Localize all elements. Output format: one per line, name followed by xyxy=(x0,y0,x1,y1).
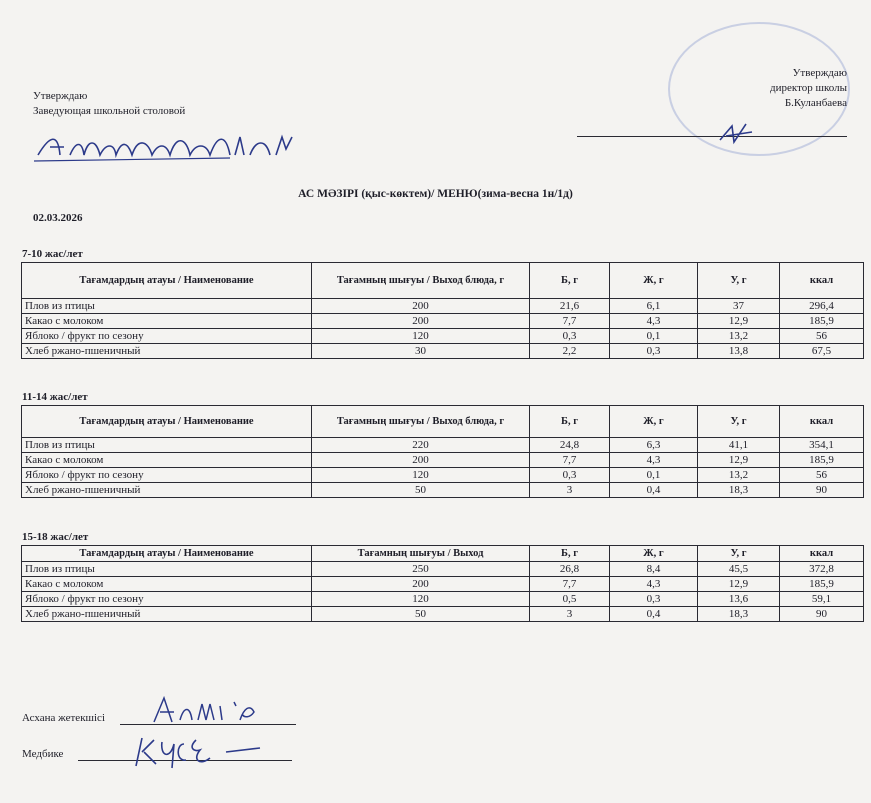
dish-protein: 7,7 xyxy=(530,314,610,329)
page-title: АС МӘЗІРІ (қыс-көктем)/ МЕНЮ(зима-весна 1н/1д) xyxy=(298,188,573,200)
dish-protein: 7,7 xyxy=(530,453,610,468)
table-row xyxy=(22,468,864,483)
dish-portion: 200 xyxy=(312,314,530,329)
dish-carbs: 18,3 xyxy=(698,607,780,622)
dish-name: Хлеб ржано-пшеничный xyxy=(22,483,312,498)
cook-label: Асхана жетекшісі xyxy=(22,712,105,724)
dish-kcal: 56 xyxy=(780,329,864,344)
dish-carbs: 18,3 xyxy=(698,483,780,498)
table-row xyxy=(22,344,864,359)
dish-portion: 50 xyxy=(312,607,530,622)
cook-signature xyxy=(150,692,260,728)
dish-portion: 200 xyxy=(312,453,530,468)
dish-kcal: 90 xyxy=(780,607,864,622)
canteen-head-signature xyxy=(30,125,300,170)
dish-name: Яблоко / фрукт по сезону xyxy=(22,468,312,483)
table-row xyxy=(22,577,864,592)
dish-kcal: 185,9 xyxy=(780,453,864,468)
column-header-portion: Тағамның шығуы / Выход блюда, г xyxy=(312,406,530,438)
dish-protein: 24,8 xyxy=(530,438,610,453)
column-header-carbs: У, г xyxy=(698,263,780,299)
dish-carbs: 13,8 xyxy=(698,344,780,359)
dish-kcal: 56 xyxy=(780,468,864,483)
column-header-carbs: У, г xyxy=(698,406,780,438)
dish-fat: 0,4 xyxy=(610,607,698,622)
dish-portion: 250 xyxy=(312,562,530,577)
column-header-portion: Тағамның шығуы / Выход блюда, г xyxy=(312,263,530,299)
dish-name: Плов из птицы xyxy=(22,438,312,453)
dish-protein: 0,3 xyxy=(530,468,610,483)
age-group-label: 7-10 жас/лет xyxy=(22,248,83,260)
dish-protein: 7,7 xyxy=(530,577,610,592)
table-row xyxy=(22,562,864,577)
dish-protein: 0,3 xyxy=(530,329,610,344)
director-signature xyxy=(712,118,762,148)
dish-name: Хлеб ржано-пшеничный xyxy=(22,344,312,359)
table-row xyxy=(22,607,864,622)
dish-fat: 0,3 xyxy=(610,344,698,359)
dish-fat: 0,1 xyxy=(610,468,698,483)
dish-protein: 3 xyxy=(530,607,610,622)
column-header-kcal: ккал xyxy=(780,546,864,562)
column-header-name: Тағамдардың атауы / Наименование xyxy=(22,546,312,562)
dish-portion: 120 xyxy=(312,468,530,483)
dish-protein: 2,2 xyxy=(530,344,610,359)
dish-carbs: 41,1 xyxy=(698,438,780,453)
dish-protein: 3 xyxy=(530,483,610,498)
dish-portion: 200 xyxy=(312,577,530,592)
column-header-fat: Ж, г xyxy=(610,546,698,562)
dish-portion: 220 xyxy=(312,438,530,453)
menu-table-7-10 xyxy=(21,262,864,359)
column-header-fat: Ж, г xyxy=(610,406,698,438)
table-row xyxy=(22,453,864,468)
dish-name: Хлеб ржано-пшеничный xyxy=(22,607,312,622)
approve-label-left: Утверждаю xyxy=(33,90,88,102)
dish-carbs: 37 xyxy=(698,299,780,314)
dish-name: Какао с молоком xyxy=(22,314,312,329)
dish-name: Яблоко / фрукт по сезону xyxy=(22,592,312,607)
dish-portion: 120 xyxy=(312,592,530,607)
table-row xyxy=(22,438,864,453)
table-row xyxy=(22,314,864,329)
dish-carbs: 12,9 xyxy=(698,453,780,468)
dish-protein: 21,6 xyxy=(530,299,610,314)
dish-fat: 0,1 xyxy=(610,329,698,344)
dish-kcal: 354,1 xyxy=(780,438,864,453)
dish-kcal: 90 xyxy=(780,483,864,498)
column-header-name: Тағамдардың атауы / Наименование xyxy=(22,263,312,299)
menu-table-15-18 xyxy=(21,545,864,622)
column-header-protein: Б, г xyxy=(530,406,610,438)
column-header-name: Тағамдардың атауы / Наименование xyxy=(22,406,312,438)
dish-protein: 26,8 xyxy=(530,562,610,577)
dish-carbs: 12,9 xyxy=(698,314,780,329)
dish-fat: 4,3 xyxy=(610,453,698,468)
table-row xyxy=(22,299,864,314)
dish-name: Яблоко / фрукт по сезону xyxy=(22,329,312,344)
table-row xyxy=(22,329,864,344)
dish-kcal: 296,4 xyxy=(780,299,864,314)
dish-kcal: 185,9 xyxy=(780,314,864,329)
dish-fat: 0,4 xyxy=(610,483,698,498)
dish-kcal: 59,1 xyxy=(780,592,864,607)
column-header-protein: Б, г xyxy=(530,263,610,299)
dish-kcal: 185,9 xyxy=(780,577,864,592)
nurse-label: Медбике xyxy=(22,748,64,760)
column-header-kcal: ккал xyxy=(780,406,864,438)
dish-name: Плов из птицы xyxy=(22,562,312,577)
menu-date: 02.03.2026 xyxy=(33,212,83,224)
director-name: Б.Куланбаева xyxy=(784,97,847,109)
menu-table-11-14 xyxy=(21,405,864,498)
dish-fat: 4,3 xyxy=(610,577,698,592)
column-header-portion: Тағамның шығуы / Выход xyxy=(312,546,530,562)
canteen-head-title: Заведующая школьной столовой xyxy=(33,105,186,117)
dish-name: Плов из птицы xyxy=(22,299,312,314)
dish-fat: 6,1 xyxy=(610,299,698,314)
age-group-label: 11-14 жас/лет xyxy=(22,391,88,403)
table-row xyxy=(22,483,864,498)
dish-carbs: 13,2 xyxy=(698,468,780,483)
dish-name: Какао с молоком xyxy=(22,577,312,592)
dish-protein: 0,5 xyxy=(530,592,610,607)
dish-kcal: 372,8 xyxy=(780,562,864,577)
age-group-label: 15-18 жас/лет xyxy=(22,531,89,543)
dish-kcal: 67,5 xyxy=(780,344,864,359)
table-row xyxy=(22,592,864,607)
dish-carbs: 12,9 xyxy=(698,577,780,592)
nurse-signature xyxy=(130,730,280,772)
dish-carbs: 45,5 xyxy=(698,562,780,577)
dish-portion: 30 xyxy=(312,344,530,359)
dish-name: Какао с молоком xyxy=(22,453,312,468)
column-header-kcal: ккал xyxy=(780,263,864,299)
column-header-carbs: У, г xyxy=(698,546,780,562)
column-header-protein: Б, г xyxy=(530,546,610,562)
dish-carbs: 13,2 xyxy=(698,329,780,344)
dish-fat: 8,4 xyxy=(610,562,698,577)
dish-carbs: 13,6 xyxy=(698,592,780,607)
director-title: директор школы xyxy=(770,82,847,94)
dish-portion: 50 xyxy=(312,483,530,498)
header-right xyxy=(770,66,847,111)
column-header-fat: Ж, г xyxy=(610,263,698,299)
approve-label-right: Утверждаю xyxy=(792,67,847,79)
dish-fat: 0,3 xyxy=(610,592,698,607)
dish-fat: 6,3 xyxy=(610,438,698,453)
dish-portion: 200 xyxy=(312,299,530,314)
dish-fat: 4,3 xyxy=(610,314,698,329)
dish-portion: 120 xyxy=(312,329,530,344)
header-left xyxy=(33,89,185,119)
